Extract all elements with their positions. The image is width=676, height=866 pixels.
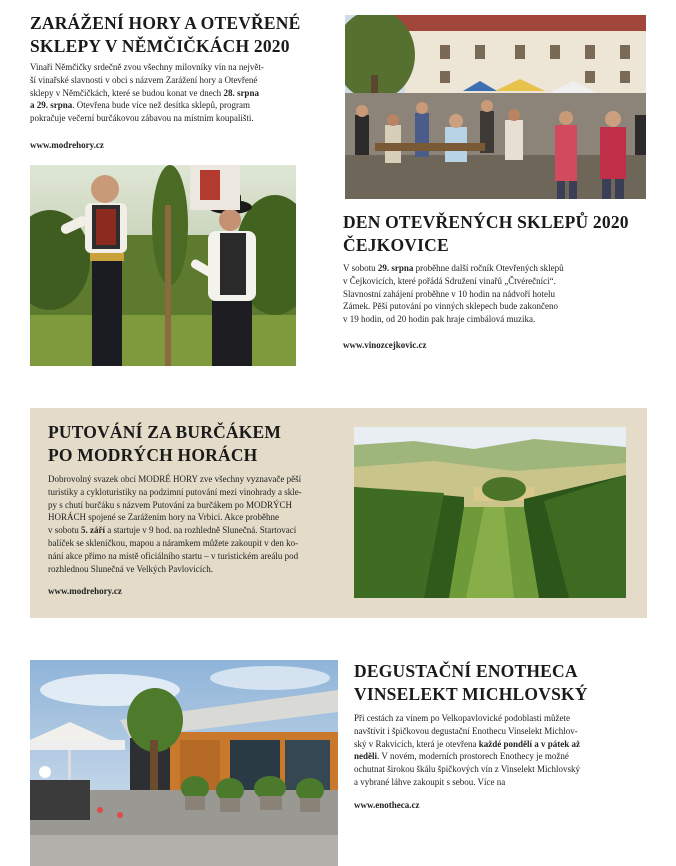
article-text: V sobotu 29. srpna proběhne další ročník Otevřených sklepů v Čejkovicích, které pořádá Sdružení vinařů „Čtvérečníci“. Slavnostní zahájení proběhne v 10 hodin na nádvoří hotelu Zámek. Pěší putování po vinných sklepech bude zakončeno v 19 hodin, od 20 hodin pak hraje cimbálová muzika.: [343, 263, 564, 325]
article-title: DEN OTEVŘENÝCH SKLEPŮ 2020 ČEJKOVICE: [343, 212, 629, 255]
article-degustacni-enotheca: [354, 660, 654, 706]
photo-vineyard-rows: [354, 427, 626, 598]
photo-castle-courtyard-festival: [345, 15, 646, 199]
article-link[interactable]: www.modrehory.cz: [48, 586, 122, 596]
photo-enotheca-building: [30, 660, 338, 866]
article-den-otevrenych-sklepu: [343, 211, 653, 257]
article-link[interactable]: www.modrehory.cz: [30, 140, 104, 150]
article-text: Vinaři Němčičky srdečně zvou všechny milovníky vín na největ- ší vinařské slavnosti v obci s názvem Zarážení hory a Otevřené sklepy v Němčičkách, které se budou konat ve dnech 28. srpna a 29. srpna. Otevřena bude více než desítka sklepů, program pokračuje večerní burčákovou zábavou na místním koupališti.: [30, 62, 264, 124]
article-zarazeni-hory: [30, 12, 330, 58]
article-text: Dobrovolný svazek obcí MODRÉ HORY zve všechny vyznavače pěší turistiky a cykloturistiky na podzimní putování mezi vinohrady a skle- py s chutí burčáku s názvem Putování za burčákem po MODRÝCH HORÁCH spojené se Zarážením hory na Vrbici. Akce proběhne v sobotu 5. září a startuje v 9 hod. na rozhledně Slunečná. Startovací balíček se skleničkou, mapou a náramkem můžete zakoupit v den ko- nání akce přímo na místě oficiálního startu – v turistickém areálu pod rozhlednou Slunečná ve Velkých Pavlovicích.: [48, 474, 302, 574]
article-title: DEGUSTAČNÍ ENOTHECA VINSELEKT MICHLOVSKÝ: [354, 661, 588, 704]
article-putovani-za-burcakem: [48, 421, 348, 467]
article-title: ZARÁŽENÍ HORY A OTEVŘENÉ SKLEPY V NĚMČIČKÁCH 2020: [30, 13, 301, 56]
article-link[interactable]: www.enotheca.cz: [354, 800, 420, 810]
article-title: PUTOVÁNÍ ZA BURČÁKEM PO MODRÝCH HORÁCH: [48, 422, 282, 465]
article-link[interactable]: www.vinozcejkovic.cz: [343, 340, 427, 350]
photo-folk-costume-vineyard: [30, 165, 296, 366]
article-text: Při cestách za vínem po Velkopavlovické podoblasti můžete navštívit i špičkovou degustační Enothecu Vinselekt Michlov- ský v Rakvicích, která je otevřena každé pondělí a v pátek až neděli. V novém, moderních prostorech Enothecy je možné ochutnat širokou škálu špičkových vín z Vinselekt Michlovský a vybrané láhve zakoupit s sebou. Více na: [354, 713, 581, 787]
